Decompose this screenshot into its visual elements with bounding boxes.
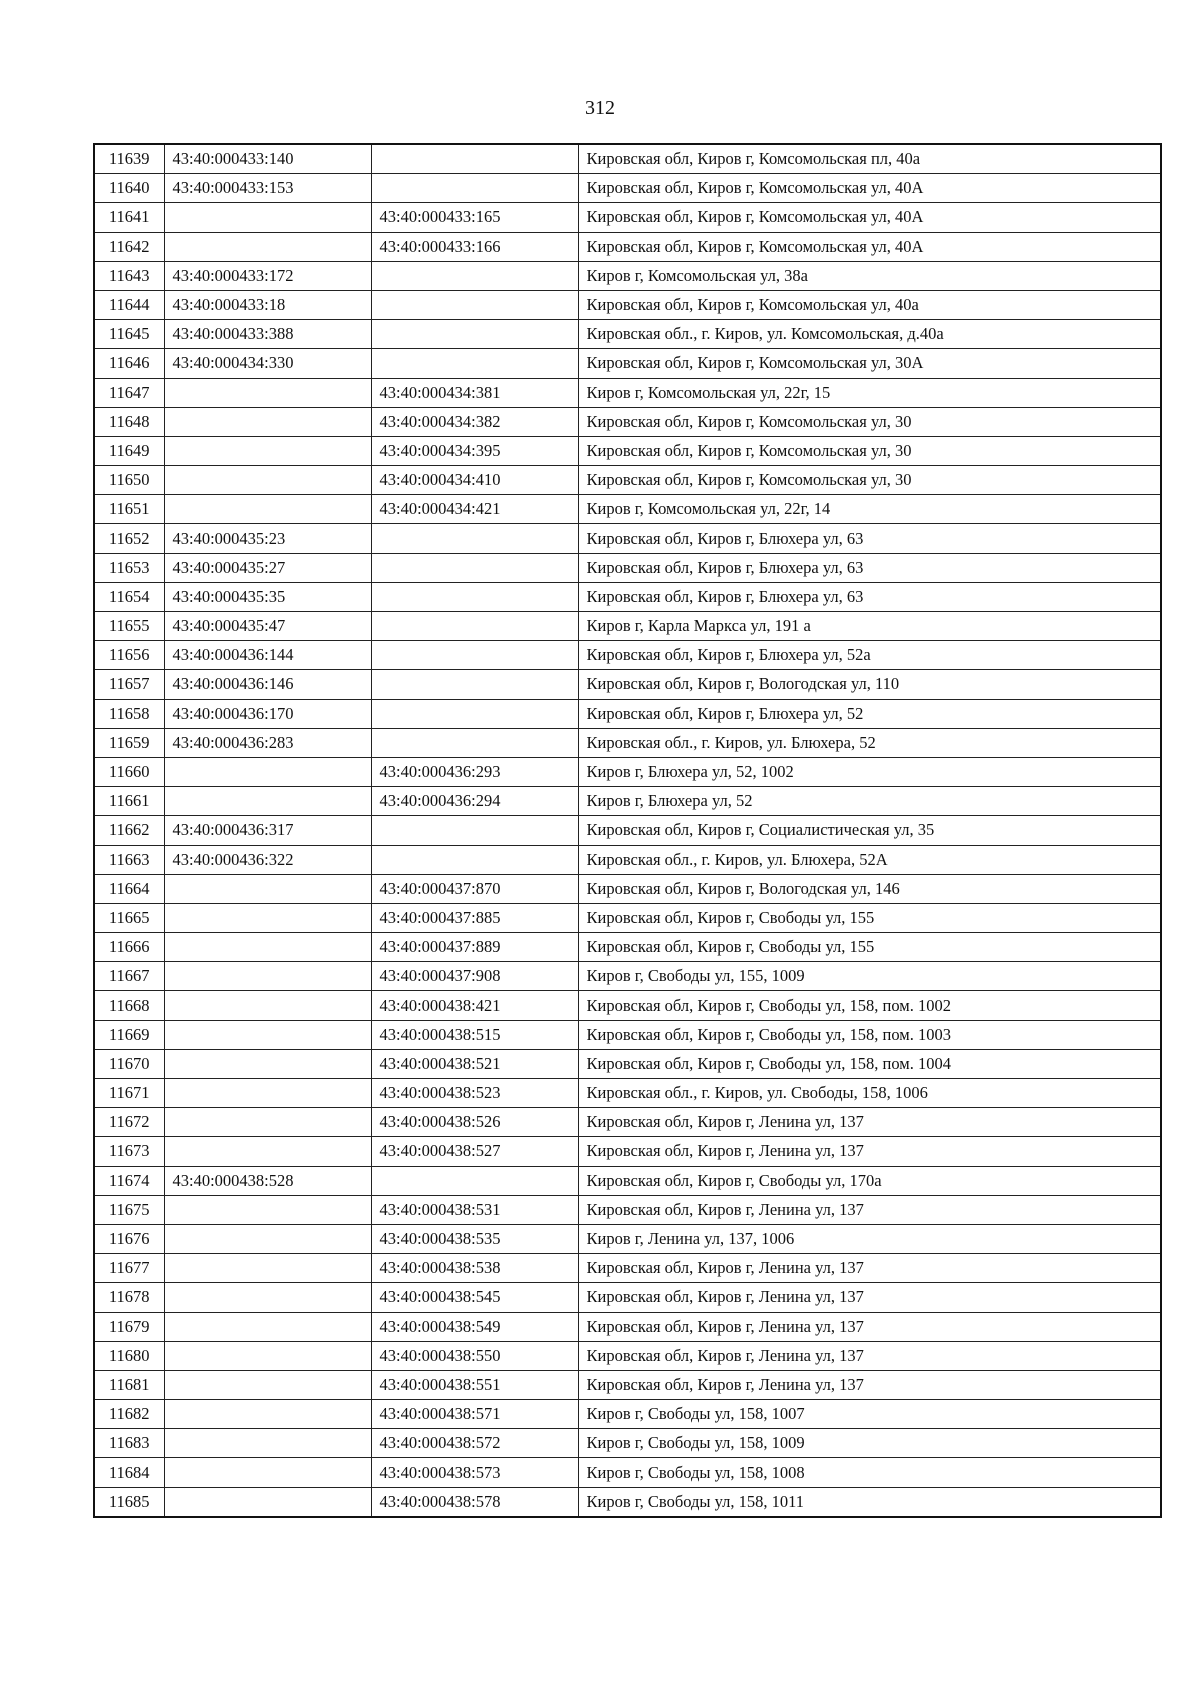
row-number-cell: 11639 (94, 144, 164, 174)
table-row (94, 1049, 1161, 1078)
cadastral-number-alt-cell: 43:40:000437:870 (371, 874, 578, 903)
cadastral-number-cell (164, 1079, 371, 1108)
row-number-cell: 11670 (94, 1049, 164, 1078)
row-number-cell: 11678 (94, 1283, 164, 1312)
page-number: 312 (585, 97, 615, 119)
cadastral-number-alt-cell: 43:40:000438:572 (371, 1429, 578, 1458)
address-cell: Кировская обл, Киров г, Ленина ул, 137 (578, 1137, 1161, 1166)
cadastral-number-cell (164, 1400, 371, 1429)
cadastral-number-cell (164, 436, 371, 465)
cadastral-number-alt-cell: 43:40:000438:538 (371, 1254, 578, 1283)
cadastral-number-alt-cell: 43:40:000434:381 (371, 378, 578, 407)
cadastral-number-cell (164, 962, 371, 991)
row-number-cell: 11641 (94, 203, 164, 232)
cadastral-number-cell: 43:40:000435:27 (164, 553, 371, 582)
table-row (94, 378, 1161, 407)
address-cell: Кировская обл, Киров г, Ленина ул, 137 (578, 1254, 1161, 1283)
cadastral-number-cell (164, 1283, 371, 1312)
cadastral-number-alt-cell: 43:40:000438:515 (371, 1020, 578, 1049)
row-number-cell: 11680 (94, 1341, 164, 1370)
cadastral-number-alt-cell: 43:40:000438:521 (371, 1049, 578, 1078)
table-row (94, 933, 1161, 962)
table-row (94, 1166, 1161, 1195)
table-row (94, 1195, 1161, 1224)
row-number-cell: 11668 (94, 991, 164, 1020)
table-row (94, 174, 1161, 203)
row-number-cell: 11651 (94, 495, 164, 524)
cadastral-number-alt-cell: 43:40:000438:526 (371, 1108, 578, 1137)
table-row (94, 1224, 1161, 1253)
cadastral-number-alt-cell: 43:40:000438:421 (371, 991, 578, 1020)
table-row (94, 466, 1161, 495)
cadastral-number-alt-cell (371, 144, 578, 174)
row-number-cell: 11671 (94, 1079, 164, 1108)
cadastral-number-alt-cell (371, 816, 578, 845)
cadastral-number-alt-cell: 43:40:000438:527 (371, 1137, 578, 1166)
row-number-cell: 11665 (94, 903, 164, 932)
address-cell: Кировская обл., г. Киров, ул. Блюхера, 52 (578, 728, 1161, 757)
address-cell: Киров г, Ленина ул, 137, 1006 (578, 1224, 1161, 1253)
address-cell: Кировская обл, Киров г, Блюхера ул, 52а (578, 641, 1161, 670)
table-row (94, 641, 1161, 670)
cadastral-number-cell (164, 874, 371, 903)
cadastral-number-cell: 43:40:000435:23 (164, 524, 371, 553)
cadastral-number-cell (164, 1370, 371, 1399)
cadastral-number-cell (164, 232, 371, 261)
address-cell: Кировская обл, Киров г, Блюхера ул, 63 (578, 524, 1161, 553)
row-number-cell: 11648 (94, 407, 164, 436)
table-row (94, 816, 1161, 845)
row-number-cell: 11667 (94, 962, 164, 991)
address-cell: Кировская обл, Киров г, Свободы ул, 170а (578, 1166, 1161, 1195)
table-row (94, 1108, 1161, 1137)
row-number-cell: 11684 (94, 1458, 164, 1487)
cadastral-number-cell: 43:40:000433:153 (164, 174, 371, 203)
row-number-cell: 11677 (94, 1254, 164, 1283)
table-row (94, 1254, 1161, 1283)
cadastral-number-alt-cell (371, 320, 578, 349)
address-cell: Кировская обл, Киров г, Ленина ул, 137 (578, 1108, 1161, 1137)
table-row (94, 1020, 1161, 1049)
row-number-cell: 11660 (94, 757, 164, 786)
cadastral-number-cell: 43:40:000436:283 (164, 728, 371, 757)
table-row (94, 320, 1161, 349)
address-cell: Кировская обл, Киров г, Комсомольская ул, 30 (578, 436, 1161, 465)
row-number-cell: 11666 (94, 933, 164, 962)
row-number-cell: 11681 (94, 1370, 164, 1399)
row-number-cell: 11647 (94, 378, 164, 407)
row-number-cell: 11649 (94, 436, 164, 465)
cadastral-number-alt-cell: 43:40:000438:550 (371, 1341, 578, 1370)
row-number-cell: 11675 (94, 1195, 164, 1224)
cadastral-number-alt-cell (371, 553, 578, 582)
table-row (94, 407, 1161, 436)
cadastral-number-alt-cell (371, 349, 578, 378)
row-number-cell: 11662 (94, 816, 164, 845)
cadastral-number-alt-cell: 43:40:000434:395 (371, 436, 578, 465)
cadastral-number-cell (164, 1458, 371, 1487)
cadastral-number-cell: 43:40:000436:144 (164, 641, 371, 670)
row-number-cell: 11640 (94, 174, 164, 203)
cadastral-number-cell (164, 933, 371, 962)
row-number-cell: 11650 (94, 466, 164, 495)
address-cell: Киров г, Блюхера ул, 52 (578, 787, 1161, 816)
address-cell: Кировская обл, Киров г, Ленина ул, 137 (578, 1341, 1161, 1370)
cadastral-number-cell: 43:40:000436:146 (164, 670, 371, 699)
cadastral-number-cell (164, 1224, 371, 1253)
table-row (94, 1370, 1161, 1399)
table-row (94, 1312, 1161, 1341)
cadastral-number-alt-cell: 43:40:000438:545 (371, 1283, 578, 1312)
cadastral-number-alt-cell (371, 641, 578, 670)
address-cell: Кировская обл., г. Киров, ул. Блюхера, 52А (578, 845, 1161, 874)
cadastral-number-cell: 43:40:000433:140 (164, 144, 371, 174)
cadastral-number-cell: 43:40:000435:47 (164, 612, 371, 641)
table-row (94, 874, 1161, 903)
cadastral-number-cell (164, 1137, 371, 1166)
cadastral-number-cell (164, 1487, 371, 1517)
row-number-cell: 11664 (94, 874, 164, 903)
cadastral-number-cell: 43:40:000436:170 (164, 699, 371, 728)
row-number-cell: 11682 (94, 1400, 164, 1429)
cadastral-number-alt-cell: 43:40:000437:885 (371, 903, 578, 932)
row-number-cell: 11643 (94, 261, 164, 290)
cadastral-number-cell (164, 991, 371, 1020)
cadastral-number-alt-cell: 43:40:000437:908 (371, 962, 578, 991)
address-cell: Кировская обл, Киров г, Комсомольская ул, 40А (578, 174, 1161, 203)
cadastral-number-cell (164, 466, 371, 495)
address-cell: Кировская обл, Киров г, Ленина ул, 137 (578, 1283, 1161, 1312)
cadastral-number-alt-cell (371, 524, 578, 553)
table-row (94, 1079, 1161, 1108)
address-cell: Киров г, Свободы ул, 158, 1008 (578, 1458, 1161, 1487)
address-cell: Кировская обл, Киров г, Свободы ул, 155 (578, 933, 1161, 962)
address-cell: Кировская обл, Киров г, Блюхера ул, 63 (578, 582, 1161, 611)
address-cell: Кировская обл, Киров г, Вологодская ул, 110 (578, 670, 1161, 699)
row-number-cell: 11657 (94, 670, 164, 699)
table-row (94, 1400, 1161, 1429)
row-number-cell: 11679 (94, 1312, 164, 1341)
cadastral-number-cell: 43:40:000435:35 (164, 582, 371, 611)
row-number-cell: 11674 (94, 1166, 164, 1195)
cadastral-number-cell (164, 407, 371, 436)
address-cell: Кировская обл, Киров г, Комсомольская ул, 30 (578, 466, 1161, 495)
address-cell: Кировская обл, Киров г, Блюхера ул, 63 (578, 553, 1161, 582)
cadastral-number-cell (164, 903, 371, 932)
table-row (94, 1341, 1161, 1370)
table-row (94, 1487, 1161, 1517)
row-number-cell: 11654 (94, 582, 164, 611)
cadastral-number-cell: 43:40:000433:388 (164, 320, 371, 349)
row-number-cell: 11672 (94, 1108, 164, 1137)
cadastral-number-cell (164, 757, 371, 786)
cadastral-number-cell (164, 1341, 371, 1370)
table-row (94, 524, 1161, 553)
address-cell: Киров г, Комсомольская ул, 22г, 14 (578, 495, 1161, 524)
row-number-cell: 11642 (94, 232, 164, 261)
address-cell: Кировская обл, Киров г, Комсомольская ул, 40А (578, 203, 1161, 232)
row-number-cell: 11653 (94, 553, 164, 582)
address-cell: Киров г, Блюхера ул, 52, 1002 (578, 757, 1161, 786)
address-cell: Кировская обл, Киров г, Комсомольская ул, 40А (578, 232, 1161, 261)
cadastral-number-alt-cell: 43:40:000434:421 (371, 495, 578, 524)
row-number-cell: 11663 (94, 845, 164, 874)
address-cell: Киров г, Свободы ул, 155, 1009 (578, 962, 1161, 991)
cadastral-number-alt-cell: 43:40:000438:549 (371, 1312, 578, 1341)
cadastral-number-alt-cell: 43:40:000438:535 (371, 1224, 578, 1253)
cadastral-number-cell (164, 787, 371, 816)
row-number-cell: 11646 (94, 349, 164, 378)
table-body (94, 144, 1161, 1517)
cadastral-number-alt-cell: 43:40:000438:551 (371, 1370, 578, 1399)
table-row (94, 1137, 1161, 1166)
cadastral-table (93, 143, 1162, 1518)
cadastral-number-alt-cell: 43:40:000434:410 (371, 466, 578, 495)
cadastral-number-cell (164, 378, 371, 407)
table-row (94, 553, 1161, 582)
table-row (94, 349, 1161, 378)
row-number-cell: 11656 (94, 641, 164, 670)
address-cell: Кировская обл, Киров г, Комсомольская ул, 40а (578, 290, 1161, 319)
table-row (94, 787, 1161, 816)
address-cell: Кировская обл, Киров г, Комсомольская ул, 30 (578, 407, 1161, 436)
cadastral-number-alt-cell: 43:40:000433:166 (371, 232, 578, 261)
address-cell: Кировская обл, Киров г, Ленина ул, 137 (578, 1370, 1161, 1399)
cadastral-number-cell (164, 1254, 371, 1283)
address-cell: Кировская обл, Киров г, Ленина ул, 137 (578, 1312, 1161, 1341)
cadastral-number-alt-cell (371, 261, 578, 290)
address-cell: Киров г, Свободы ул, 158, 1009 (578, 1429, 1161, 1458)
cadastral-number-alt-cell (371, 290, 578, 319)
address-cell: Кировская обл, Киров г, Комсомольская пл, 40а (578, 144, 1161, 174)
row-number-cell: 11645 (94, 320, 164, 349)
cadastral-number-cell (164, 1312, 371, 1341)
address-cell: Кировская обл, Киров г, Комсомольская ул, 30А (578, 349, 1161, 378)
table-row (94, 1283, 1161, 1312)
cadastral-number-cell: 43:40:000433:18 (164, 290, 371, 319)
address-cell: Кировская обл, Киров г, Блюхера ул, 52 (578, 699, 1161, 728)
address-cell: Кировская обл., г. Киров, ул. Комсомольская, д.40а (578, 320, 1161, 349)
table-row (94, 991, 1161, 1020)
cadastral-number-cell (164, 1049, 371, 1078)
row-number-cell: 11658 (94, 699, 164, 728)
table-row (94, 203, 1161, 232)
cadastral-number-alt-cell (371, 582, 578, 611)
cadastral-number-alt-cell: 43:40:000438:523 (371, 1079, 578, 1108)
table-row (94, 1429, 1161, 1458)
row-number-cell: 11669 (94, 1020, 164, 1049)
address-cell: Кировская обл, Киров г, Свободы ул, 158, пом. 1003 (578, 1020, 1161, 1049)
cadastral-number-alt-cell (371, 174, 578, 203)
address-cell: Кировская обл, Киров г, Социалистическая ул, 35 (578, 816, 1161, 845)
cadastral-number-alt-cell: 43:40:000434:382 (371, 407, 578, 436)
table-row (94, 495, 1161, 524)
table-row (94, 290, 1161, 319)
address-cell: Киров г, Свободы ул, 158, 1011 (578, 1487, 1161, 1517)
table-row (94, 728, 1161, 757)
cadastral-number-alt-cell: 43:40:000436:294 (371, 787, 578, 816)
table-row (94, 144, 1161, 174)
table-row (94, 582, 1161, 611)
cadastral-number-alt-cell (371, 845, 578, 874)
row-number-cell: 11652 (94, 524, 164, 553)
cadastral-number-alt-cell: 43:40:000438:571 (371, 1400, 578, 1429)
cadastral-number-cell (164, 1429, 371, 1458)
address-cell: Киров г, Карла Маркса ул, 191 а (578, 612, 1161, 641)
row-number-cell: 11659 (94, 728, 164, 757)
table-row (94, 612, 1161, 641)
cadastral-number-cell: 43:40:000434:330 (164, 349, 371, 378)
cadastral-number-alt-cell: 43:40:000438:578 (371, 1487, 578, 1517)
cadastral-number-cell (164, 1195, 371, 1224)
cadastral-number-alt-cell (371, 612, 578, 641)
cadastral-number-alt-cell (371, 699, 578, 728)
cadastral-number-alt-cell: 43:40:000433:165 (371, 203, 578, 232)
table-row (94, 903, 1161, 932)
cadastral-number-alt-cell (371, 1166, 578, 1195)
cadastral-number-alt-cell: 43:40:000438:573 (371, 1458, 578, 1487)
table-row (94, 757, 1161, 786)
row-number-cell: 11661 (94, 787, 164, 816)
cadastral-number-alt-cell: 43:40:000438:531 (371, 1195, 578, 1224)
row-number-cell: 11644 (94, 290, 164, 319)
cadastral-number-alt-cell (371, 670, 578, 699)
cadastral-number-cell (164, 203, 371, 232)
table-row (94, 699, 1161, 728)
row-number-cell: 11655 (94, 612, 164, 641)
cadastral-number-cell: 43:40:000433:172 (164, 261, 371, 290)
row-number-cell: 11676 (94, 1224, 164, 1253)
address-cell: Кировская обл., г. Киров, ул. Свободы, 158, 1006 (578, 1079, 1161, 1108)
address-cell: Киров г, Свободы ул, 158, 1007 (578, 1400, 1161, 1429)
table-row (94, 845, 1161, 874)
address-cell: Киров г, Комсомольская ул, 38а (578, 261, 1161, 290)
address-cell: Киров г, Комсомольская ул, 22г, 15 (578, 378, 1161, 407)
cadastral-number-cell (164, 1108, 371, 1137)
row-number-cell: 11685 (94, 1487, 164, 1517)
address-cell: Кировская обл, Киров г, Свободы ул, 158, пом. 1004 (578, 1049, 1161, 1078)
table-row (94, 1458, 1161, 1487)
table-row (94, 232, 1161, 261)
cadastral-number-alt-cell: 43:40:000436:293 (371, 757, 578, 786)
cadastral-number-cell (164, 495, 371, 524)
cadastral-number-cell: 43:40:000436:317 (164, 816, 371, 845)
table-row (94, 670, 1161, 699)
row-number-cell: 11683 (94, 1429, 164, 1458)
address-cell: Кировская обл, Киров г, Свободы ул, 155 (578, 903, 1161, 932)
address-cell: Кировская обл, Киров г, Свободы ул, 158, пом. 1002 (578, 991, 1161, 1020)
cadastral-number-alt-cell (371, 728, 578, 757)
table-row (94, 436, 1161, 465)
cadastral-number-cell: 43:40:000436:322 (164, 845, 371, 874)
cadastral-number-cell (164, 1020, 371, 1049)
table-row (94, 261, 1161, 290)
cadastral-number-alt-cell: 43:40:000437:889 (371, 933, 578, 962)
table-row (94, 962, 1161, 991)
row-number-cell: 11673 (94, 1137, 164, 1166)
address-cell: Кировская обл, Киров г, Ленина ул, 137 (578, 1195, 1161, 1224)
address-cell: Кировская обл, Киров г, Вологодская ул, 146 (578, 874, 1161, 903)
cadastral-number-cell: 43:40:000438:528 (164, 1166, 371, 1195)
